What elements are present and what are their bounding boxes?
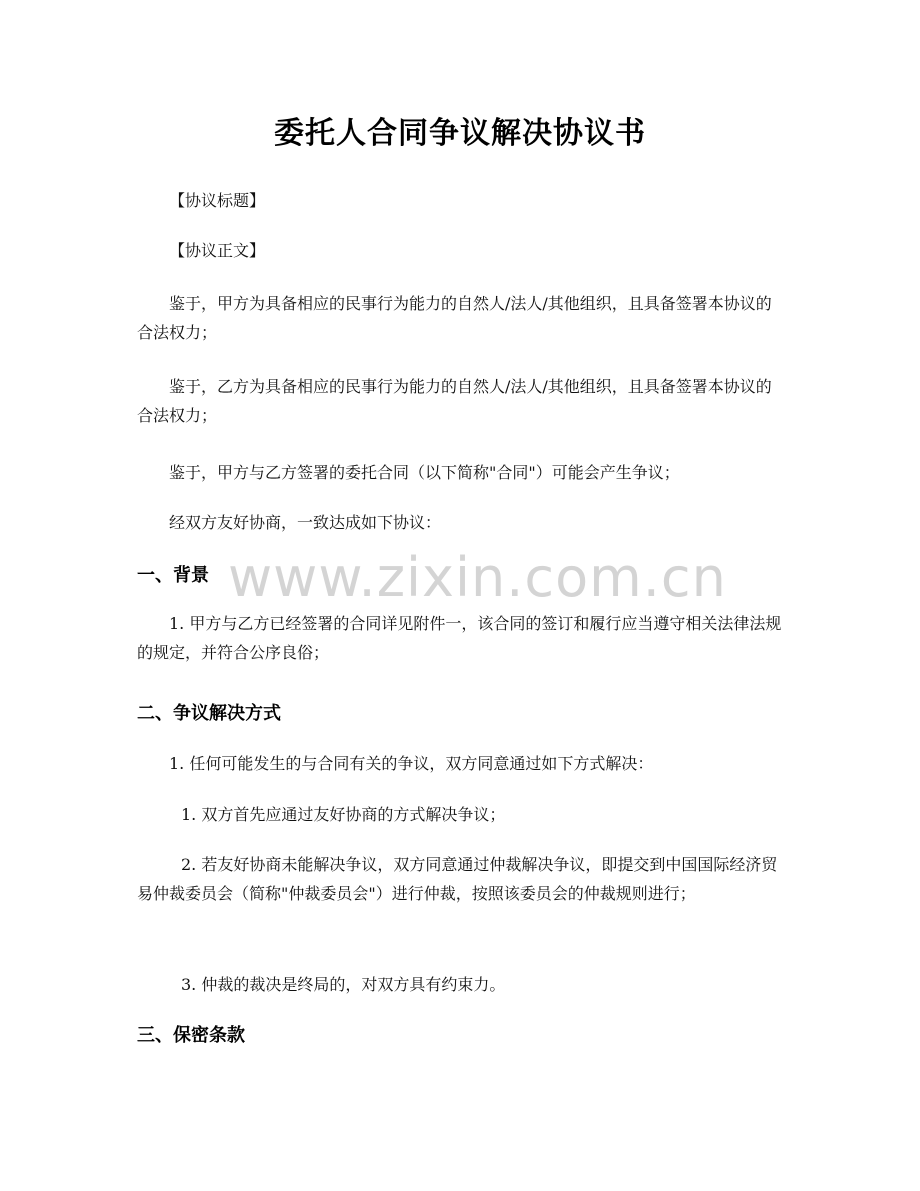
whereas-paragraph-3: 鉴于，甲方与乙方签署的委托合同（以下简称"合同"）可能会产生争议； (169, 463, 680, 482)
section-heading-confidentiality: 三、保密条款 (137, 1025, 245, 1046)
section-heading-dispute-resolution: 二、争议解决方式 (137, 703, 281, 724)
section-heading-background: 一、背景 (137, 565, 209, 586)
dispute-subitem-2: 2. 若友好协商未能解决争议，双方同意通过仲裁解决争议，即提交到中国国际经济贸易仲裁委员会（简称"仲裁委员会"）进行仲裁，按照该委员会的仲裁规则进行； (137, 855, 778, 903)
dispute-item-1: 1. 任何可能发生的与合同有关的争议，双方同意通过如下方式解决： (169, 754, 654, 773)
background-item-1: 1. 甲方与乙方已经签署的合同详见附件一，该合同的签订和履行应当遵守相关法律法规的规定，并符合公序良俗； (137, 614, 782, 662)
label-agreement-body: 【协议正文】 (169, 241, 266, 260)
dispute-subitem-1: 1. 双方首先应通过友好协商的方式解决争议； (181, 805, 506, 824)
document-title: 委托人合同争议解决协议书 (274, 116, 646, 151)
label-agreement-title: 【协议标题】 (169, 191, 266, 210)
whereas-paragraph-1: 鉴于，甲方为具备相应的民事行为能力的自然人/法人/其他组织，且具备签署本协议的合法权力； (137, 294, 772, 342)
whereas-paragraph-2: 鉴于，乙方为具备相应的民事行为能力的自然人/法人/其他组织，且具备签署本协议的合法权力； (137, 377, 772, 425)
dispute-subitem-3: 3. 仲裁的裁决是终局的，对双方具有约束力。 (181, 975, 506, 994)
watermark: www.zixin.com.cn (228, 546, 727, 609)
agreement-intro: 经双方友好协商，一致达成如下协议： (169, 513, 442, 532)
